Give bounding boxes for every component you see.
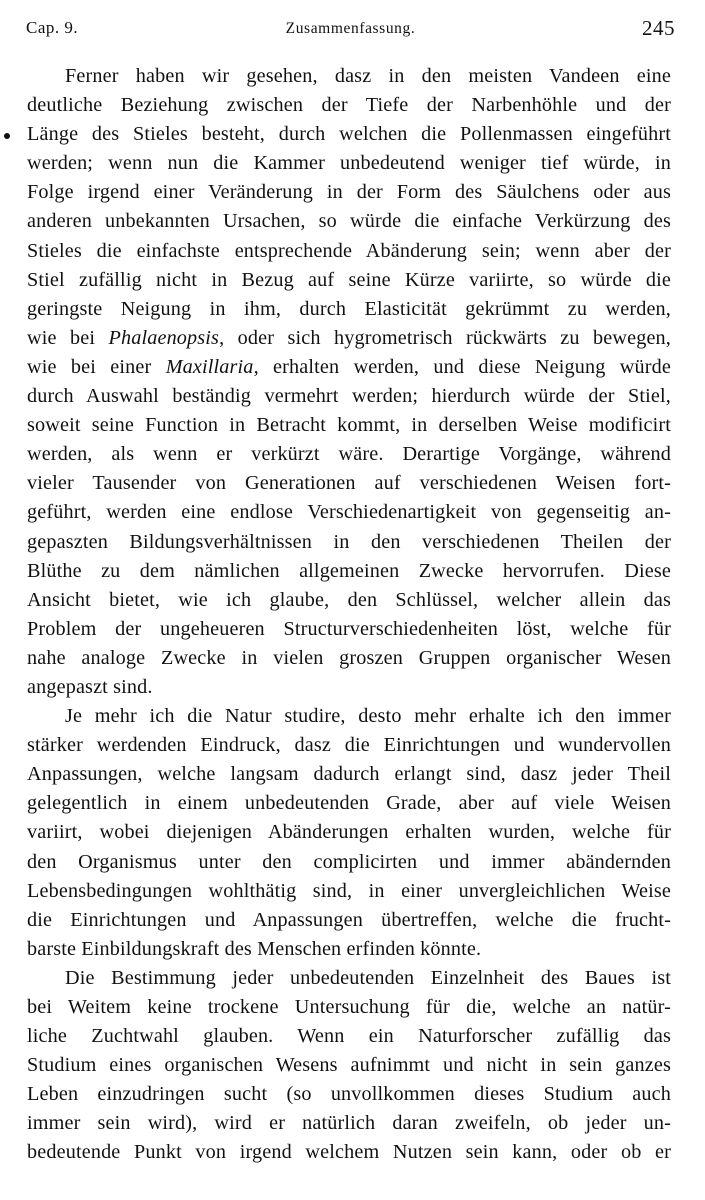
section-title: Zusammenfassung. — [285, 20, 416, 37]
page-number: 245 — [642, 16, 675, 40]
chapter-label: Cap. 9. — [26, 18, 79, 37]
text-line: bedeutende Punkt von irgend welchem Nutzen sein kann, oder ob er — [27, 1141, 671, 1164]
text-line: Je mehr ich die Natur studire, desto mehr erhalte ich den immer — [65, 705, 671, 728]
text-line: werden, als wenn er verkürzt wäre. Derartige Vorgänge, während — [27, 443, 671, 466]
text-line: stärker werdenden Eindruck, dasz die Einrichtungen und wundervollen — [27, 734, 671, 757]
text-line: deutliche Beziehung zwischen der Tiefe der Narbenhöhle und der — [27, 94, 671, 117]
text-line: geringste Neigung in ihm, durch Elasticität gekrümmt zu werden, — [27, 297, 671, 320]
text-line: soweit seine Function in Betracht kommt, in derselben Weise modificirt — [27, 414, 671, 437]
text-line: Leben einzudringen sucht (so unvollkommen dieses Studium auch — [27, 1083, 671, 1106]
text-line: werden; wenn nun die Kammer unbedeutend weniger tief würde, in — [27, 152, 671, 175]
text-line: geführt, werden eine endlose Verschiedenartigkeit von gegenseitig an- — [27, 501, 671, 524]
text-line: Ansicht bietet, wie ich glaube, den Schlüssel, welcher allein das — [27, 588, 671, 611]
text-line: Länge des Stieles besteht, durch welchen die Pollenmassen eingeführt — [27, 123, 671, 146]
running-header — [26, 16, 675, 40]
text-line: Die Bestimmung jeder unbedeutenden Einzelnheit des Baues ist — [65, 966, 671, 989]
text-line: Studium eines organischen Wesens aufnimmt und nicht in sein ganzes — [27, 1054, 671, 1077]
body-text — [27, 62, 671, 1168]
text-line: anderen unbekannten Ursachen, so würde die einfache Verkürzung des — [27, 210, 671, 233]
text-line: Stiel zufällig nicht in Bezug auf seine Kürze variirte, so würde die — [27, 268, 671, 291]
text-line: gepaszten Bildungsverhältnissen in den verschiedenen Theilen der — [27, 530, 671, 553]
genus-name: Maxillaria — [165, 355, 254, 378]
text-line: nahe analoge Zwecke in vielen groszen Gruppen organischer Wesen — [27, 646, 671, 669]
text-line: barste Einbildungskraft des Menschen erfinden könnte. — [27, 937, 482, 960]
text-line: den Organismus unter den complicirten und immer abändernden — [27, 850, 671, 873]
text-line: Stieles die einfachste entsprechende Abänderung sein; wenn aber der — [27, 239, 671, 262]
text-line: gelegentlich in einem unbedeutenden Grade, aber auf viele Weisen — [27, 792, 671, 815]
text-line: Problem der ungeheueren Structurverschiedenheiten löst, welche für — [27, 617, 671, 640]
text-line: immer sein wird), wird er natürlich daran zweifeln, ob jeder un- — [27, 1112, 671, 1135]
genus-name: Phalaenopsis — [108, 326, 220, 349]
margin-mark — [4, 133, 10, 139]
text-line: wie bei Phalaenopsis, oder sich hygrometrisch rückwärts zu bewegen, — [27, 326, 671, 349]
text-line: Ferner haben wir gesehen, dasz in den meisten Vandeen eine — [65, 65, 671, 87]
text-line: bei Weitem keine trockene Untersuchung für die, welche an natür- — [27, 996, 671, 1018]
text-line: Lebensbedingungen wohlthätig sind, in einer unvergleichlichen Weise — [27, 879, 671, 902]
text-line: die Einrichtungen und Anpassungen übertreffen, welche die frucht- — [27, 908, 671, 931]
text-line: liche Zuchtwahl glauben. Wenn ein Naturforscher zufällig das — [27, 1025, 671, 1048]
text-line: variirt, wobei diejenigen Abänderungen erhalten wurden, welche für — [27, 821, 671, 844]
text-line: Folge irgend einer Veränderung in der Form des Säulchens oder aus — [27, 181, 671, 204]
text-line: Blüthe zu dem nämlichen allgemeinen Zwecke hervorrufen. Diese — [27, 559, 671, 582]
text-line: durch Auswahl beständig vermehrt werden; hierdurch würde der Stiel, — [27, 385, 671, 408]
text-line: angepaszt sind. — [27, 675, 153, 698]
text-line: Anpassungen, welche langsam dadurch erlangt sind, dasz jeder Theil — [27, 763, 671, 786]
text-line: vieler Tausender von Generationen auf verschiedenen Weisen fort- — [27, 472, 671, 495]
text-line: wie bei einer Maxillaria, erhalten werden, und diese Neigung würde — [27, 355, 671, 378]
